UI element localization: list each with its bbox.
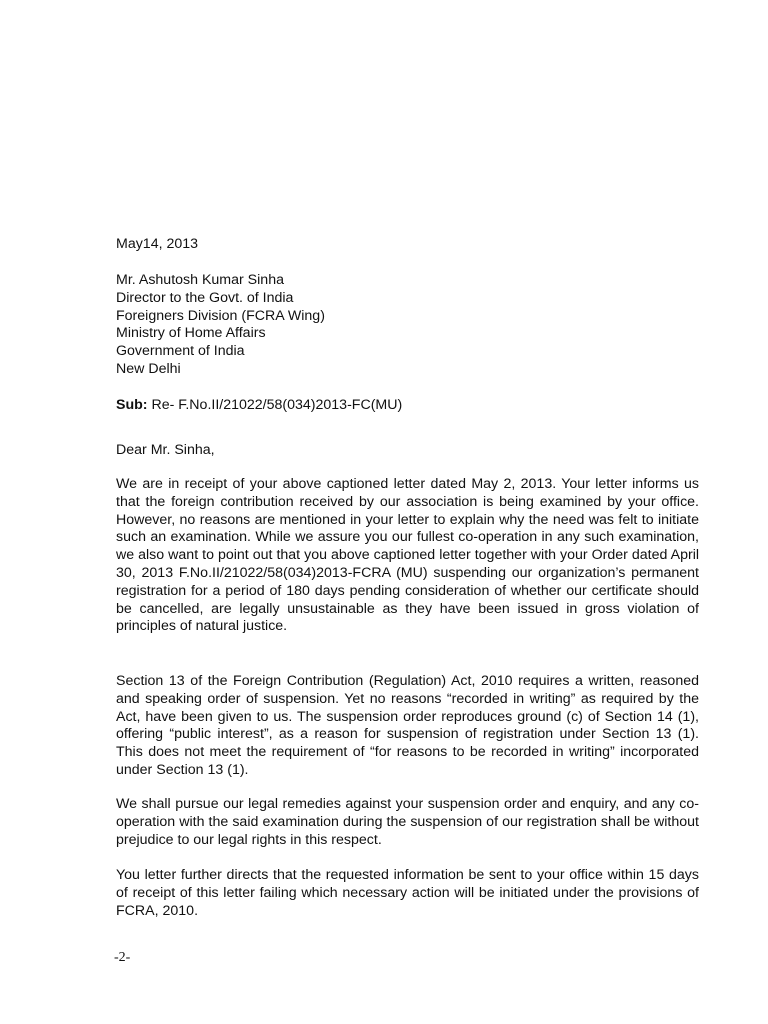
- recipient-ministry: Ministry of Home Affairs: [116, 325, 266, 342]
- recipient-title: Director to the Govt. of India: [116, 289, 294, 306]
- salutation: Dear Mr. Sinha,: [116, 442, 215, 458]
- recipient-address: [116, 272, 699, 379]
- recipient-division: Foreigners Division (FCRA Wing): [116, 307, 325, 324]
- paragraph-information-request: You letter further directs that the requested information be sent to your office within 15 days of receipt of this letter failing which necessary action will be initiated under the provisions of FCRA, 2010.: [116, 867, 699, 919]
- page-number: -2-: [114, 950, 131, 965]
- paragraph-legal-remedies: We shall pursue our legal remedies against your suspension order and enquiry, and any co-operation with the said examination during the suspension of our registration shall be without prejudice to our legal rights in this respect.: [116, 796, 699, 848]
- subject-line: [116, 397, 699, 415]
- subject-reference: Re- F.No.II/21022/58(034)2013-FC(MU): [147, 397, 403, 413]
- recipient-government: Government of India: [116, 343, 245, 360]
- paragraph-section-13: Section 13 of the Foreign Contribution (Regulation) Act, 2010 requires a written, reasoned and speaking order of suspension. Yet no reasons “recorded in writing” as required by the Act, have been given to us. The suspension order reproduces ground (c) of Section 14 (1), offering “public interest”, as a reason for suspension of registration under Section 13 (1). This does not meet the requirement of “for reasons to be recorded in writing” incorporated under Section 13 (1).: [116, 673, 699, 778]
- subject-label: Sub:: [116, 397, 148, 413]
- recipient-city: New Delhi: [116, 360, 181, 377]
- recipient-name: Mr. Ashutosh Kumar Sinha: [116, 272, 284, 288]
- letter-date: May14, 2013: [116, 236, 199, 252]
- paragraph-receipt: We are in receipt of your above captioned letter dated May 2, 2013. Your letter informs us that the foreign contribution received by our association is being examined by your office. However, no reasons are mentioned in your letter to explain why the need was felt to initiate such an examination. While we assure you our fullest co-operation in any such examination, we also want to point out that you above captioned letter together with your Order dated April 30, 2013 F.No.II/21022/58(034)2013-FCRA (MU) suspending our organization’s permanent registration for a period of 180 days pending consideration of whether our certificate should be cancelled, are legally unsustainable as they have been issued in gross violation of principles of natural justice.: [116, 476, 699, 635]
